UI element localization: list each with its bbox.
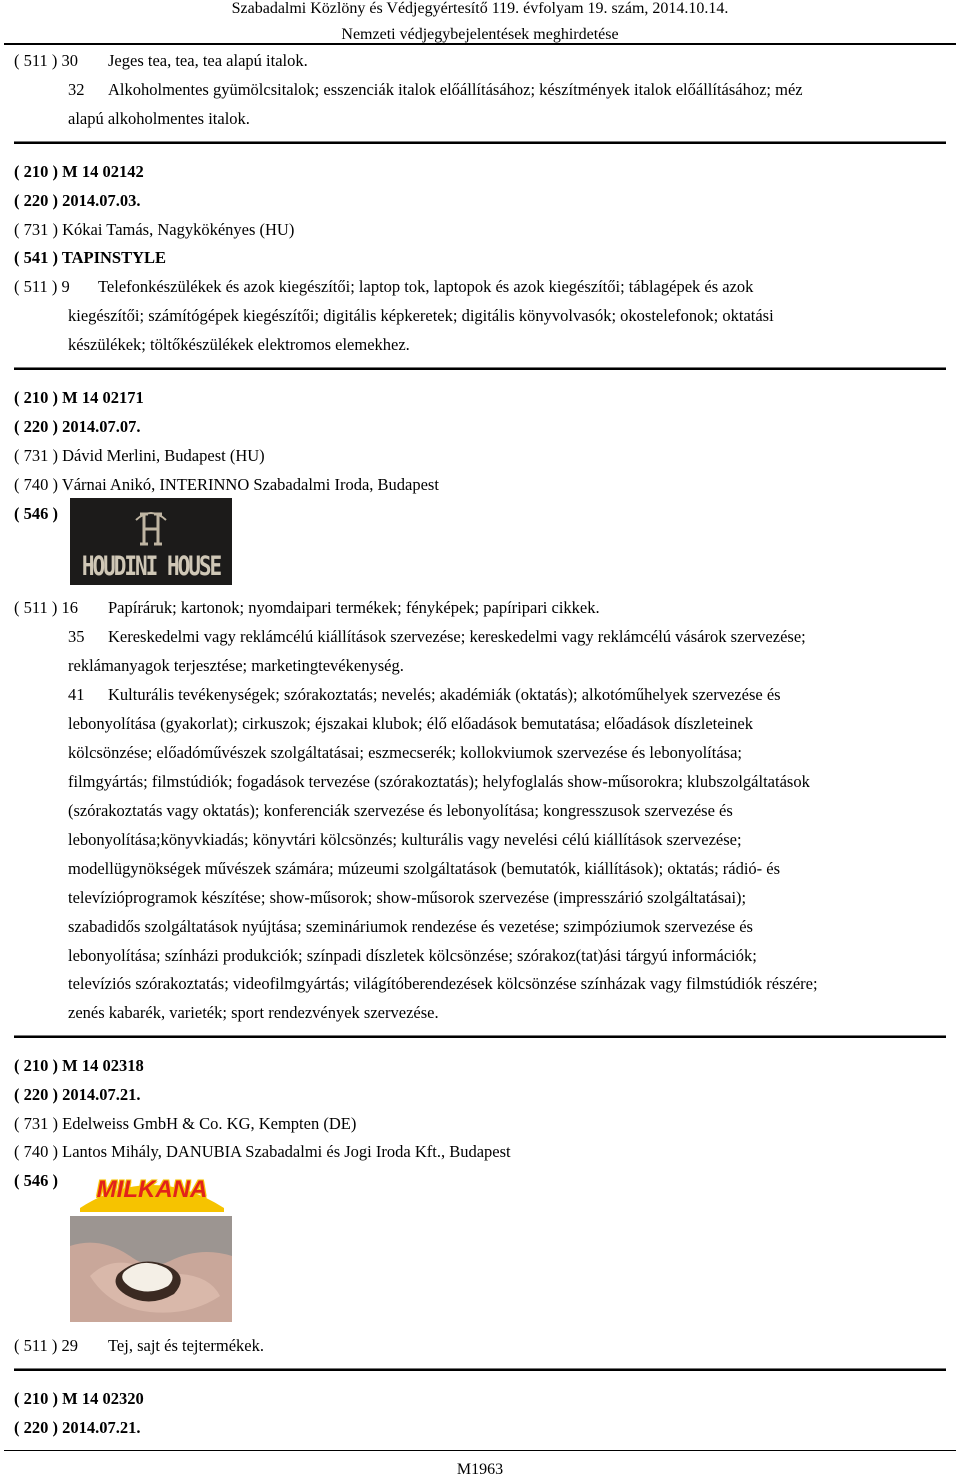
class-9-line-cont: kiegészítői; számítógépek kiegészítői; digitális képkeretek; digitális könyvolvasók; okostelefonok; oktatási bbox=[68, 306, 774, 325]
representative: ( 740 ) Lantos Mihály, DANUBIA Szabadalmi és Jogi Iroda Kft., Budapest bbox=[14, 1142, 511, 1161]
class-41-line-cont: (szórakoztatás vagy oktatás); konferenciák szervezése és lebonyolítása; kongresszusok szervezése és bbox=[68, 801, 733, 820]
figurative-mark-label: ( 546 ) bbox=[14, 504, 58, 523]
class-41-line-cont: televízióprogramok készítése; show-műsorok; show-műsorok szervezése (impresszárió szolgáltatásai); bbox=[68, 888, 747, 907]
class-code: ( 511 ) 9 bbox=[14, 277, 70, 296]
application-number: ( 210 ) M 14 02318 bbox=[14, 1056, 144, 1075]
class-41-line-cont: lebonyolítása;könyvkiadás; könyvtári kölcsönzés; kulturális vagy nevelési célú kiállítások szervezése; bbox=[68, 830, 742, 849]
application-number: ( 210 ) M 14 02320 bbox=[14, 1389, 144, 1408]
filing-date: ( 220 ) 2014.07.07. bbox=[14, 417, 141, 436]
houdini-house-logo bbox=[70, 498, 232, 585]
class-16-line bbox=[14, 598, 600, 618]
class-41-line-cont: televíziós szórakoztatás; videofilmgyártás; világítóberendezések kölcsönzése színházak vagy filmstúdiók részére; bbox=[68, 974, 818, 993]
filing-date: ( 220 ) 2014.07.03. bbox=[14, 191, 141, 210]
class-41-line-cont: modellügynökségek művészek számára; múzeumi szolgáltatások (bemutatók, kiállítások); oktatás; rádió- és bbox=[68, 859, 781, 878]
application-number: ( 210 ) M 14 02171 bbox=[14, 388, 144, 407]
applicant: ( 731 ) Dávid Merlini, Budapest (HU) bbox=[14, 446, 265, 465]
class-9-line bbox=[14, 277, 753, 297]
page-number: M1963 bbox=[456, 1461, 504, 1478]
class-text: Tej, sajt és tejtermékek. bbox=[108, 1336, 264, 1355]
hands-holding-cheese-icon bbox=[70, 1216, 232, 1322]
figurative-mark-label: ( 546 ) bbox=[14, 1171, 58, 1190]
class-41-line-cont: lebonyolítása; színházi produkciók; színpadi díszletek kölcsönzése; szórakoz(tat)ási tárgyú információk; bbox=[68, 946, 757, 965]
class-41-line-cont: filmgyártás; filmstúdiók; fogadások tervezése (szórakoztatás); helyfoglalás show-műsorokra; klubszolgáltatások bbox=[68, 772, 810, 791]
class-41-line-cont: kölcsönzése; előadóművészek szolgáltatásai; eszmecserék; kollokviumok szervezése és lebonyolítása; bbox=[68, 743, 742, 762]
class-text: Jeges tea, tea, tea alapú italok. bbox=[108, 51, 308, 70]
milkana-logo-text: MILKANA bbox=[96, 1176, 208, 1203]
class-code: 32 bbox=[68, 80, 85, 99]
entry-separator bbox=[14, 367, 946, 370]
application-number: ( 210 ) M 14 02142 bbox=[14, 162, 144, 181]
class-41-line-cont: lebonyolítása (gyakorlat); cirkuszok; éjszakai klubok; élő előadások bemutatása; előadások díszleteinek bbox=[68, 714, 753, 733]
class-code: ( 511 ) 16 bbox=[14, 598, 79, 617]
class-41-line bbox=[68, 685, 781, 705]
class-9-line-cont: készülékek; töltőkészülékek elektromos elemekhez. bbox=[68, 335, 410, 354]
word-mark: ( 541 ) TAPINSTYLE bbox=[14, 248, 167, 267]
entry-separator bbox=[14, 1368, 946, 1371]
section-title: Nemzeti védjegybejelentések meghirdetése bbox=[341, 26, 619, 43]
class-35-line-cont: reklámanyagok terjesztése; marketingtevékenység. bbox=[68, 656, 404, 675]
class-text: Kereskedelmi vagy reklámcélú kiállítások szervezése; kereskedelmi vagy reklámcélú vásárok szervezése; bbox=[108, 627, 806, 646]
filing-date: ( 220 ) 2014.07.21. bbox=[14, 1085, 141, 1104]
class-35-line bbox=[68, 627, 806, 647]
milkana-logo bbox=[76, 1168, 228, 1212]
filing-date: ( 220 ) 2014.07.21. bbox=[14, 1418, 141, 1437]
class-41-line-cont: szabadidős szolgáltatások nyújtása; szemináriumok rendezése és vezetése; szimpóziumok szervezése és bbox=[68, 917, 753, 936]
class-text: Kulturális tevékenységek; szórakoztatás; nevelés; akadémiák (oktatás); alkotóműhelyek szervezése és bbox=[108, 685, 781, 704]
page-header bbox=[0, 0, 960, 46]
footer-rule bbox=[4, 1450, 956, 1451]
class-code: ( 511 ) 30 bbox=[14, 51, 79, 70]
cheese-hands-photo bbox=[70, 1216, 232, 1322]
entry-separator bbox=[14, 1035, 946, 1038]
class-text: Alkoholmentes gyümölcsitalok; esszenciák italok előállításához; készítmények italok előállításához; méz bbox=[108, 80, 803, 99]
class-30-line bbox=[14, 51, 308, 71]
class-29-line bbox=[14, 1336, 264, 1356]
applicant: ( 731 ) Edelweiss GmbH & Co. KG, Kempten (DE) bbox=[14, 1114, 357, 1133]
header-rule bbox=[4, 43, 956, 45]
representative: ( 740 ) Várnai Anikó, INTERINNO Szabadalmi Iroda, Budapest bbox=[14, 475, 439, 494]
houdini-logo-text: HOUDINI HOUSE bbox=[81, 551, 221, 581]
class-41-line-cont: zenés kabarék, varieték; sport rendezvények szervezése. bbox=[68, 1003, 439, 1022]
class-code: 35 bbox=[68, 627, 85, 646]
class-text: Telefonkészülékek és azok kiegészítői; laptop tok, laptopok és azok kiegészítői; táblagépek és azok bbox=[98, 277, 754, 296]
class-code: ( 511 ) 29 bbox=[14, 1336, 79, 1355]
class-code: 41 bbox=[68, 685, 85, 704]
class-text: Papíráruk; kartonok; nyomdaipari termékek; fényképek; papíripari cikkek. bbox=[108, 598, 600, 617]
class-32-line bbox=[68, 80, 803, 100]
journal-title: Szabadalmi Közlöny és Védjegyértesítő 119. évfolyam 19. szám, 2014.10.14. bbox=[231, 0, 729, 17]
class-32-line-cont: alapú alkoholmentes italok. bbox=[68, 109, 250, 128]
entry-separator bbox=[14, 141, 946, 144]
applicant: ( 731 ) Kókai Tamás, Nagykökényes (HU) bbox=[14, 220, 295, 239]
